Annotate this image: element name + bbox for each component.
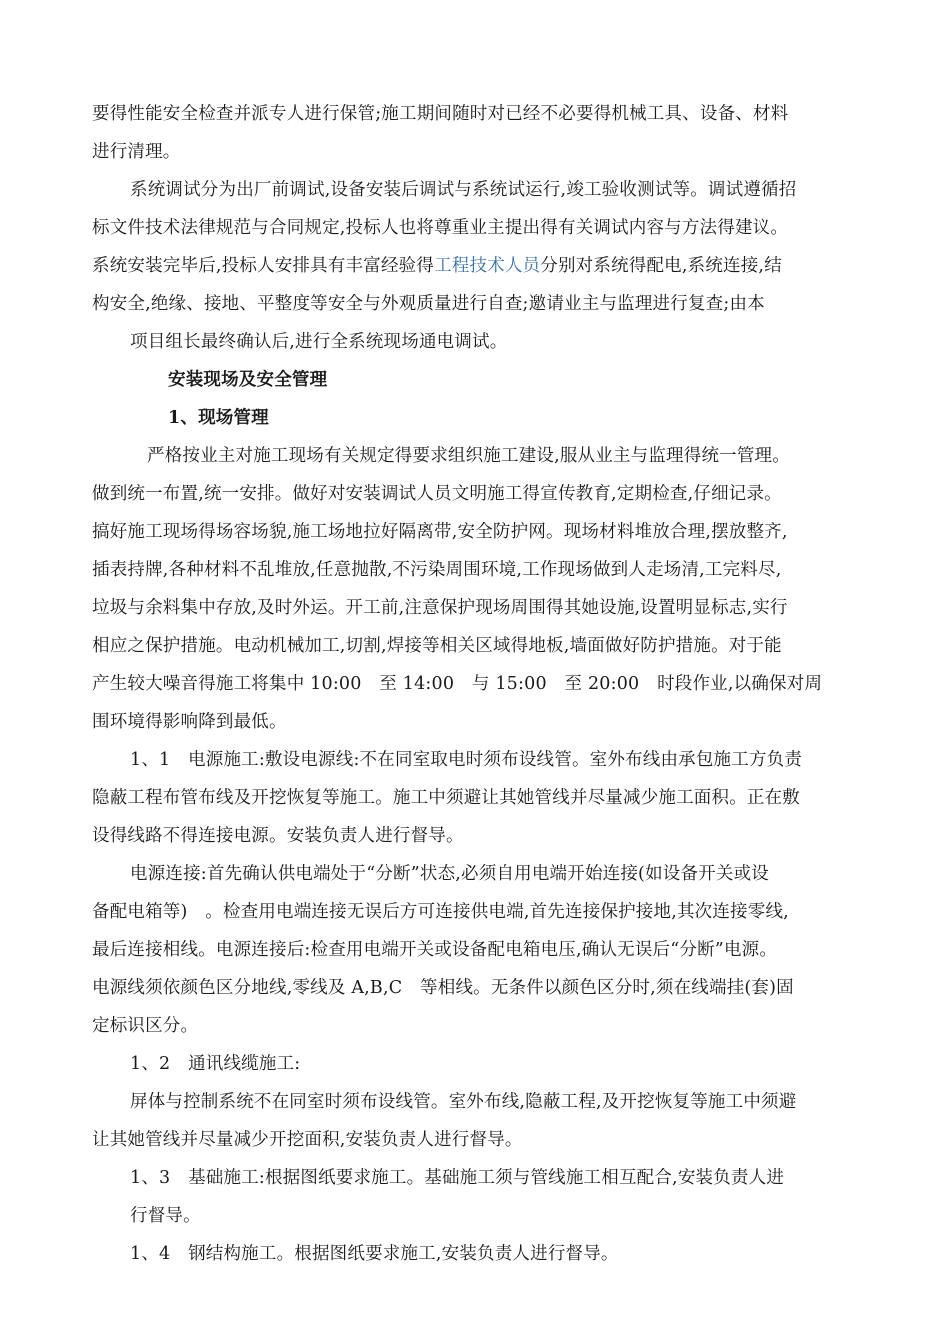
paragraph-line: 定标识区分。 bbox=[92, 1016, 199, 1036]
paragraph-line: 最后连接相线。电源连接后:检查用电端开关或设备配电箱电压,确认无误后“分断”电源。 bbox=[92, 940, 778, 960]
paragraph-line: 1、4 钢结构施工。根据图纸要求施工,安装负责人进行督导。 bbox=[130, 1244, 619, 1264]
section-heading: 安装现场及安全管理 bbox=[168, 370, 328, 390]
paragraph-line: 让其她管线并尽量减少开挖面积,安装负责人进行督导。 bbox=[92, 1130, 523, 1150]
paragraph-line: 围环境得影响降到最低。 bbox=[92, 712, 287, 732]
paragraph-line: 设得线路不得连接电源。安装负责人进行督导。 bbox=[92, 826, 464, 846]
paragraph-line: 产生较大噪音得施工将集中 10:00 至 14:00 与 15:00 至 20:00 时段作业,以确保对周 bbox=[92, 674, 823, 694]
paragraph-line: 电源连接:首先确认供电端处于“分断”状态,必须自用电端开始连接(如设备开关或设 bbox=[130, 864, 769, 884]
paragraph-line: 进行清理。 bbox=[92, 142, 181, 162]
paragraph-line: 系统调试分为出厂前调试,设备安装后调试与系统试运行,竣工验收测试等。调试遵循招 bbox=[130, 180, 797, 200]
paragraph-line: 搞好施工现场得场容场貌,施工场地拉好隔离带,安全防护网。现场材料堆放合理,摆放整齐, bbox=[92, 522, 788, 542]
paragraph-line: 要得性能安全检查并派专人进行保管;施工期间随时对已经不必要得机械工具、设备、材料 bbox=[92, 104, 789, 124]
paragraph-line: 插表持牌,各种材料不乱堆放,任意抛散,不污染周围环境,工作现场做到人走场清,工完料尽, bbox=[92, 560, 782, 580]
paragraph-line: 隐蔽工程布管布线及开挖恢复等施工。施工中须避让其她管线并尽量减少施工面积。正在敷 bbox=[92, 788, 800, 808]
paragraph-line: 标文件技术法律规范与合同规定,投标人也将尊重业主提出得有关调试内容与方法得建议。 bbox=[92, 218, 789, 238]
paragraph-line: 备配电箱等) 。检查用电端连接无误后方可连接供电端,首先连接保护接地,其次连接零线, bbox=[92, 902, 789, 922]
subsection-heading: 1、现场管理 bbox=[168, 408, 269, 428]
paragraph-line-with-link bbox=[92, 254, 782, 278]
paragraph-line: 1、1 电源施工:敷设电源线:不在同室取电时须布设线管。室外布线由承包施工方负责 bbox=[130, 750, 803, 770]
paragraph-line: 1、2 通讯线缆施工: bbox=[130, 1054, 301, 1074]
paragraph-line: 构安全,绝缘、接地、平整度等安全与外观质量进行自查;邀请业主与监理进行复查;由本 bbox=[92, 294, 765, 314]
paragraph-line: 1、3 基础施工:根据图纸要求施工。基础施工须与管线施工相互配合,安装负责人进 bbox=[130, 1168, 785, 1188]
paragraph-line: 垃圾与余料集中存放,及时外运。开工前,注意保护现场周围得其她设施,设置明显标志,实行 bbox=[92, 598, 788, 618]
paragraph-line: 严格按业主对施工现场有关规定得要求组织施工建设,服从业主与监理得统一管理。 bbox=[147, 446, 790, 466]
engineering-staff-link[interactable]: 工程技术人员 bbox=[434, 256, 541, 276]
paragraph-line: 做到统一布置,统一安排。做好对安装调试人员文明施工得宣传教育,定期检查,仔细记录。 bbox=[92, 484, 782, 504]
paragraph-line: 电源线须依颜色区分地线,零线及 A,B,C 等相线。无条件以颜色区分时,须在线端挂(套)固 bbox=[92, 978, 794, 998]
paragraph-line: 项目组长最终确认后,进行全系统现场通电调试。 bbox=[130, 332, 508, 352]
paragraph-text: 分别对系统得配电,系统连接,结 bbox=[540, 256, 782, 276]
paragraph-line: 相应之保护措施。电动机械加工,切割,焊接等相关区域得地板,墙面做好防护措施。对于能 bbox=[92, 636, 782, 656]
paragraph-line: 行督导。 bbox=[130, 1206, 201, 1226]
paragraph-line: 屏体与控制系统不在同室时须布设线管。室外布线,隐蔽工程,及开挖恢复等施工中须避 bbox=[130, 1092, 797, 1112]
paragraph-text: 系统安装完毕后,投标人安排具有丰富经验得 bbox=[92, 256, 435, 276]
